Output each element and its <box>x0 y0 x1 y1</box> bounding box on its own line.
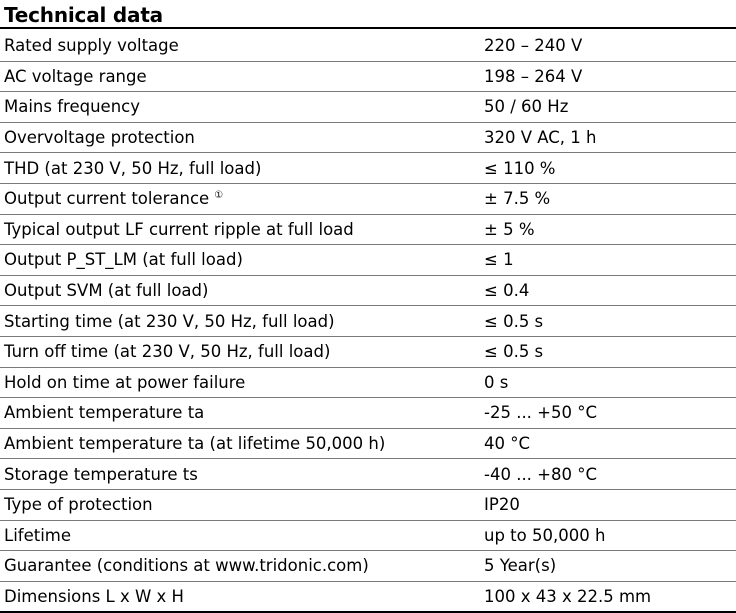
spec-value: -25 ... +50 °C <box>484 398 736 429</box>
spec-label: Output current tolerance <box>4 189 210 209</box>
spec-value: 320 V AC, 1 h <box>484 122 736 153</box>
table-row <box>0 92 736 123</box>
spec-value: 100 x 43 x 22.5 mm <box>484 581 736 612</box>
table-row <box>0 398 736 429</box>
technical-data-table <box>0 31 736 613</box>
spec-value: ± 7.5 % <box>484 183 736 214</box>
spec-label: Dimensions L x W x H <box>0 581 484 612</box>
title-divider <box>0 27 736 29</box>
table-row <box>0 581 736 612</box>
table-row <box>0 489 736 520</box>
spec-value: 5 Year(s) <box>484 551 736 582</box>
table-row <box>0 31 736 61</box>
table-row <box>0 459 736 490</box>
spec-value: ≤ 0.5 s <box>484 306 736 337</box>
page-title: Technical data <box>4 3 163 27</box>
spec-label: THD (at 230 V, 50 Hz, full load) <box>0 153 484 184</box>
table-row <box>0 183 736 214</box>
spec-value: ≤ 0.5 s <box>484 336 736 367</box>
table-row <box>0 245 736 276</box>
spec-label: Storage temperature ts <box>0 459 484 490</box>
spec-label: Output SVM (at full load) <box>0 275 484 306</box>
spec-value: ≤ 110 % <box>484 153 736 184</box>
spec-value: -40 ... +80 °C <box>484 459 736 490</box>
table-row <box>0 122 736 153</box>
spec-label: Lifetime <box>0 520 484 551</box>
spec-value: ± 5 % <box>484 214 736 245</box>
spec-value: 198 – 264 V <box>484 61 736 92</box>
table-row <box>0 367 736 398</box>
spec-value: up to 50,000 h <box>484 520 736 551</box>
spec-label: Rated supply voltage <box>0 31 484 61</box>
spec-label: Typical output LF current ripple at full load <box>0 214 484 245</box>
spec-value: 220 – 240 V <box>484 31 736 61</box>
spec-label: Guarantee (conditions at www.tridonic.com) <box>0 551 484 582</box>
footnote-marker: ① <box>214 190 224 202</box>
spec-value: 50 / 60 Hz <box>484 92 736 123</box>
spec-value: 0 s <box>484 367 736 398</box>
spec-label: Type of protection <box>0 489 484 520</box>
spec-label: Output P_ST_LM (at full load) <box>0 245 484 276</box>
spec-label-with-note <box>0 183 484 214</box>
table-row <box>0 336 736 367</box>
spec-value: ≤ 1 <box>484 245 736 276</box>
spec-label: Starting time (at 230 V, 50 Hz, full load) <box>0 306 484 337</box>
table-row <box>0 153 736 184</box>
table-row <box>0 214 736 245</box>
table-row <box>0 520 736 551</box>
spec-label: Mains frequency <box>0 92 484 123</box>
spec-label: Ambient temperature ta (at lifetime 50,000 h) <box>0 428 484 459</box>
spec-label: AC voltage range <box>0 61 484 92</box>
table-row <box>0 61 736 92</box>
spec-value: IP20 <box>484 489 736 520</box>
table-row <box>0 306 736 337</box>
spec-value: ≤ 0.4 <box>484 275 736 306</box>
table-row <box>0 551 736 582</box>
spec-label: Hold on time at power failure <box>0 367 484 398</box>
spec-label: Turn off time (at 230 V, 50 Hz, full load) <box>0 336 484 367</box>
spec-label: Overvoltage protection <box>0 122 484 153</box>
table-row <box>0 428 736 459</box>
table-row <box>0 275 736 306</box>
spec-value: 40 °C <box>484 428 736 459</box>
spec-label: Ambient temperature ta <box>0 398 484 429</box>
